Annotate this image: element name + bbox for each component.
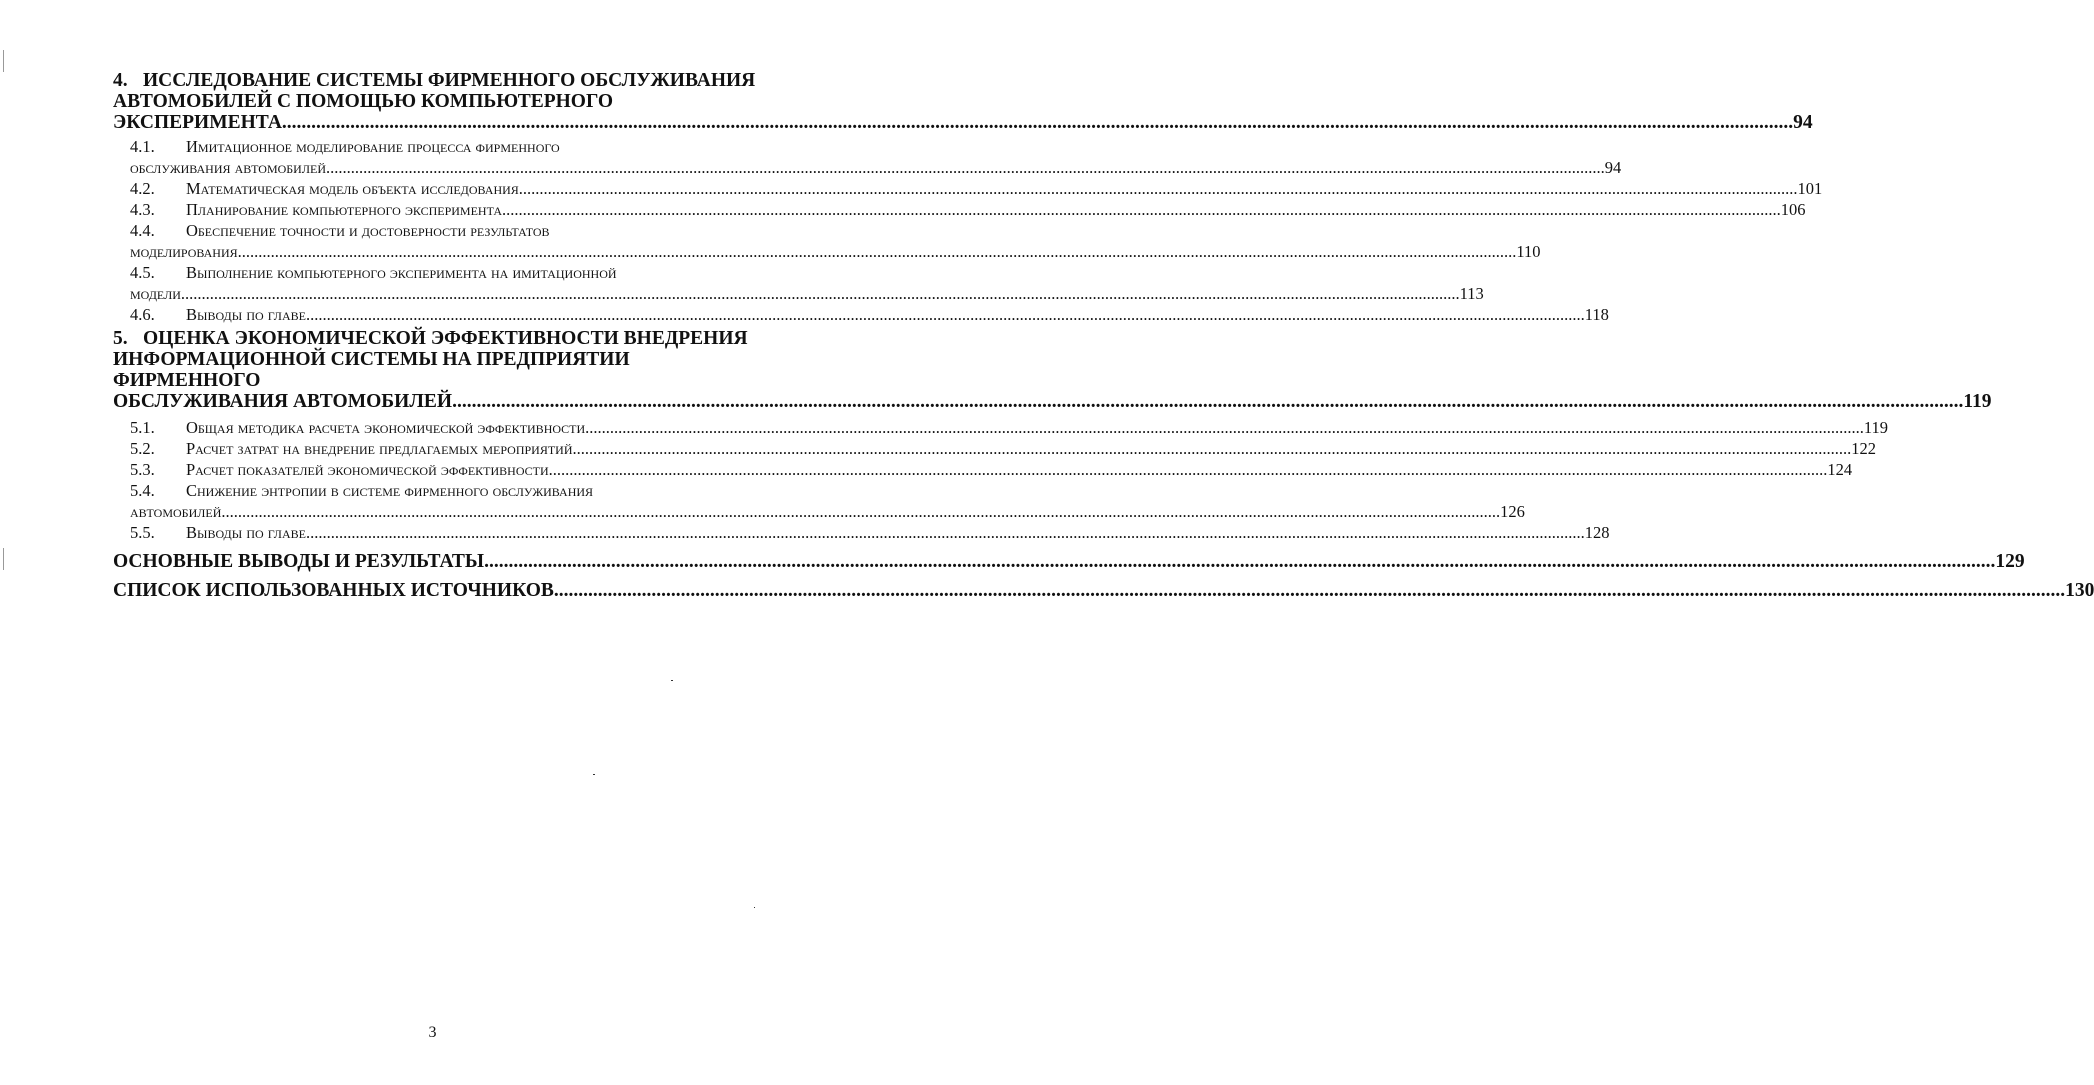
section-4-6 — [113, 304, 1609, 325]
section-title-line: Имитационное моделирование процесса фирменного — [186, 137, 560, 156]
chapter-number: 5. — [113, 328, 128, 349]
leader-dots — [549, 460, 1828, 479]
scan-speck — [671, 680, 673, 681]
section-title-line: модели — [130, 284, 181, 303]
page-number: 3 — [428, 1024, 437, 1041]
section-number: 4.5. — [130, 263, 155, 282]
scan-speck — [754, 907, 755, 908]
leader-dots — [181, 284, 1460, 303]
section-5-4 — [113, 480, 1525, 522]
leader-dots — [306, 305, 1585, 324]
leader-dots — [519, 179, 1798, 198]
section-title-line: Планирование компьютерного эксперимента — [186, 200, 502, 219]
chapter-page-number: 94 — [1793, 112, 1813, 133]
entry-title: СПИСОК ИСПОЛЬЗОВАННЫХ ИСТОЧНИКОВ — [113, 580, 554, 601]
section-number: 5.2. — [130, 439, 155, 458]
section-number: 5.3. — [130, 460, 155, 479]
section-page-number: 110 — [1516, 242, 1541, 261]
section-page-number: 106 — [1780, 200, 1806, 219]
section-4-4 — [113, 220, 1541, 262]
entry-page-number: 129 — [1995, 551, 2025, 572]
scan-edge-mark — [3, 50, 4, 72]
section-number: 4.1. — [130, 137, 155, 156]
section-5-3 — [113, 459, 1853, 480]
leader-dots — [326, 158, 1605, 177]
chapter-number: 4. — [113, 70, 128, 91]
leader-dots — [238, 242, 1517, 261]
section-4-1 — [113, 136, 1622, 178]
leader-dots — [221, 502, 1500, 521]
section-number: 4.6. — [130, 305, 155, 324]
section-4-5 — [113, 262, 1484, 304]
section-number: 5.5. — [130, 523, 155, 542]
section-title-line: Выполнение компьютерного эксперимента на имитационной — [186, 263, 617, 282]
leader-dots — [502, 200, 1781, 219]
section-number: 5.4. — [130, 481, 155, 500]
section-page-number: 122 — [1851, 439, 1876, 458]
entry-title: ОСНОВНЫЕ ВЫВОДЫ И РЕЗУЛЬТАТЫ — [113, 551, 485, 572]
section-title-line: Снижение энтропии в системе фирменного обслуживания — [186, 481, 594, 500]
section-title-line: Выводы по главе — [186, 523, 306, 542]
leader-dots — [306, 523, 1585, 542]
section-page-number: 124 — [1827, 460, 1853, 479]
scan-edge-mark — [3, 548, 4, 570]
section-5-2 — [113, 438, 1876, 459]
section-number: 4.4. — [130, 221, 155, 240]
section-page-number: 118 — [1584, 305, 1609, 324]
section-page-number: 94 — [1604, 158, 1622, 177]
section-4-3 — [113, 199, 1806, 220]
entry-page-number: 130 — [2065, 580, 2094, 601]
chapter-title-line: ОБСЛУЖИВАНИЯ АВТОМОБИЛЕЙ — [113, 391, 453, 412]
leader-dots — [585, 418, 1864, 437]
section-title-line: обслуживания автомобилей — [130, 158, 326, 177]
section-page-number: 119 — [1863, 418, 1889, 437]
section-title-line: Общая методика расчета экономической эффективности — [186, 418, 586, 437]
toc-entry-references — [113, 580, 2094, 601]
section-number: 4.3. — [130, 200, 155, 219]
section-number: 4.2. — [130, 179, 155, 198]
chapter-4-heading — [113, 70, 1813, 133]
leader-dots — [573, 439, 1852, 458]
section-title-line: Обеспечение точности и достоверности результатов — [186, 221, 550, 240]
section-title-line: Расчет затрат на внедрение предлагаемых мероприятий — [186, 439, 573, 458]
section-number: 5.1. — [130, 418, 155, 437]
section-5-5 — [113, 522, 1610, 543]
section-title-line: Расчет показателей экономической эффективности — [186, 460, 549, 479]
leader-dots — [554, 580, 2065, 601]
chapter-5-heading — [113, 328, 1992, 412]
chapter-title-line: АВТОМОБИЛЕЙ С ПОМОЩЬЮ КОМПЬЮТЕРНОГО — [113, 91, 614, 112]
leader-dots — [452, 391, 1963, 412]
section-5-1 — [113, 417, 1889, 438]
leader-dots — [484, 551, 1995, 572]
chapter-title-line: ОЦЕНКА ЭКОНОМИЧЕСКОЙ ЭФФЕКТИВНОСТИ ВНЕДРЕНИЯ — [143, 328, 748, 349]
toc-entry-conclusions — [113, 551, 2025, 572]
chapter-title-line: ИНФОРМАЦИОННОЙ СИСТЕМЫ НА ПРЕДПРИЯТИИ ФИРМЕННОГО — [113, 349, 630, 391]
section-page-number: 126 — [1500, 502, 1525, 521]
chapter-page-number: 119 — [1963, 391, 1992, 412]
table-of-contents — [113, 70, 2094, 601]
section-title-line: моделирования — [130, 242, 238, 261]
chapter-title-line: ИССЛЕДОВАНИЕ СИСТЕМЫ ФИРМЕННОГО ОБСЛУЖИВАНИЯ — [143, 70, 756, 91]
section-4-2 — [113, 178, 1823, 199]
section-page-number: 113 — [1459, 284, 1484, 303]
section-page-number: 128 — [1584, 523, 1610, 542]
section-title-line: Математическая модель объекта исследования — [186, 179, 519, 198]
chapter-title-line: ЭКСПЕРИМЕНТА — [113, 112, 282, 133]
section-title-line: автомобилей — [130, 502, 222, 521]
section-title-line: Выводы по главе — [186, 305, 306, 324]
section-page-number: 101 — [1797, 179, 1823, 198]
leader-dots — [282, 112, 1793, 133]
scan-speck — [593, 774, 595, 775]
